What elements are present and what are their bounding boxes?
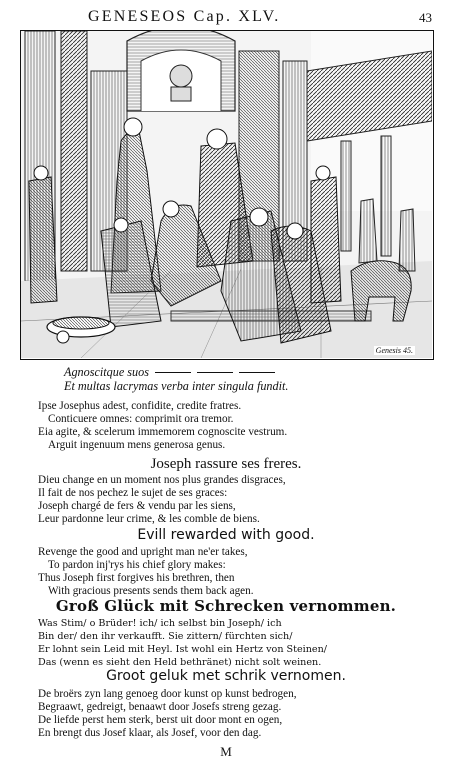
- dutch-verse-line: De liefde perst hem sterk, berst uit door mont en ogen,: [38, 714, 283, 726]
- french-verse: [38, 474, 428, 526]
- german-verse-line: Er lohnt sein Leid mit Heyl. Ist wohl ein Hertz von Steinen/: [38, 644, 327, 655]
- dutch-verse-line: De broërs zyn lang genoeg door kunst op kunst bedrogen,: [38, 688, 297, 700]
- latin-verse: [38, 400, 428, 452]
- english-verse-line: To pardon inj'rys his chief glory makes:: [48, 559, 226, 571]
- french-verse-line: Il fait de nos pechez le sujet de ses graces:: [38, 487, 228, 499]
- english-verse-line: Thus Joseph first forgives his brethren, then: [38, 572, 235, 584]
- latin-verse-line: Conticuere omnes: comprimit ora tremor.: [48, 413, 234, 425]
- dutch-title: Groot geluk met schrik vernomen.: [106, 668, 346, 684]
- dutch-verse: [38, 688, 428, 740]
- dutch-verse-line: Begraawt, gedreigt, benaawt door Josefs streng gezag.: [38, 701, 282, 713]
- running-title: GENESEOS Cap. XLV.: [88, 8, 281, 25]
- english-verse-line: Revenge the good and upright man ne'er takes,: [38, 546, 248, 558]
- latin-heading-line-2: Et multas lacrymas verba inter singula fundit.: [64, 379, 289, 393]
- page-header: [0, 8, 452, 28]
- french-verse-line: Dieu change en un moment nos plus grandes disgraces,: [38, 474, 286, 486]
- engraving-caption: Genesis 45.: [375, 346, 413, 355]
- signature-mark: M: [220, 744, 232, 759]
- latin-heading-line-1: Agnoscitque suos: [64, 365, 428, 379]
- german-verse: [38, 617, 428, 669]
- english-title: Evill rewarded with good.: [137, 527, 315, 543]
- french-verse-line: Leur pardonne leur crime, & les comble de biens.: [38, 513, 260, 525]
- latin-heading: [64, 365, 428, 393]
- latin-verse-line: Ipse Josephus adest, confidite, credite fratres.: [38, 400, 242, 412]
- engraving-illustration: [20, 30, 434, 360]
- latin-verse-line: Eia agite, & scelerum immemorem cognoscite vestrum.: [38, 426, 288, 438]
- german-verse-line: Das (wenn es sieht den Held bethränet) nicht solt weinen.: [38, 657, 322, 668]
- german-verse-line: Was Stim/ o Brüder! ich/ ich selbst bin Joseph/ ich: [38, 618, 282, 629]
- german-title: Groß Glück mit Schrecken vernommen.: [55, 597, 397, 615]
- english-verse-line: With gracious presents sends them back agen.: [48, 585, 254, 597]
- german-verse-line: Bin der/ den ihr verkaufft. Sie zittern/ fürchten sich/: [38, 631, 293, 642]
- french-title: Joseph rassure ses freres.: [150, 456, 302, 472]
- french-verse-line: Joseph chargé de fers & vendu par les siens,: [38, 500, 236, 512]
- english-verse: [38, 546, 428, 598]
- page-number: 43: [419, 10, 432, 25]
- engraving-scene: [21, 31, 432, 358]
- latin-verse-line: Arguit ingenuum mens generosa genus.: [48, 439, 226, 451]
- dutch-verse-line: En brengt dus Josef klaar, als Josef, voor den dag.: [38, 727, 262, 739]
